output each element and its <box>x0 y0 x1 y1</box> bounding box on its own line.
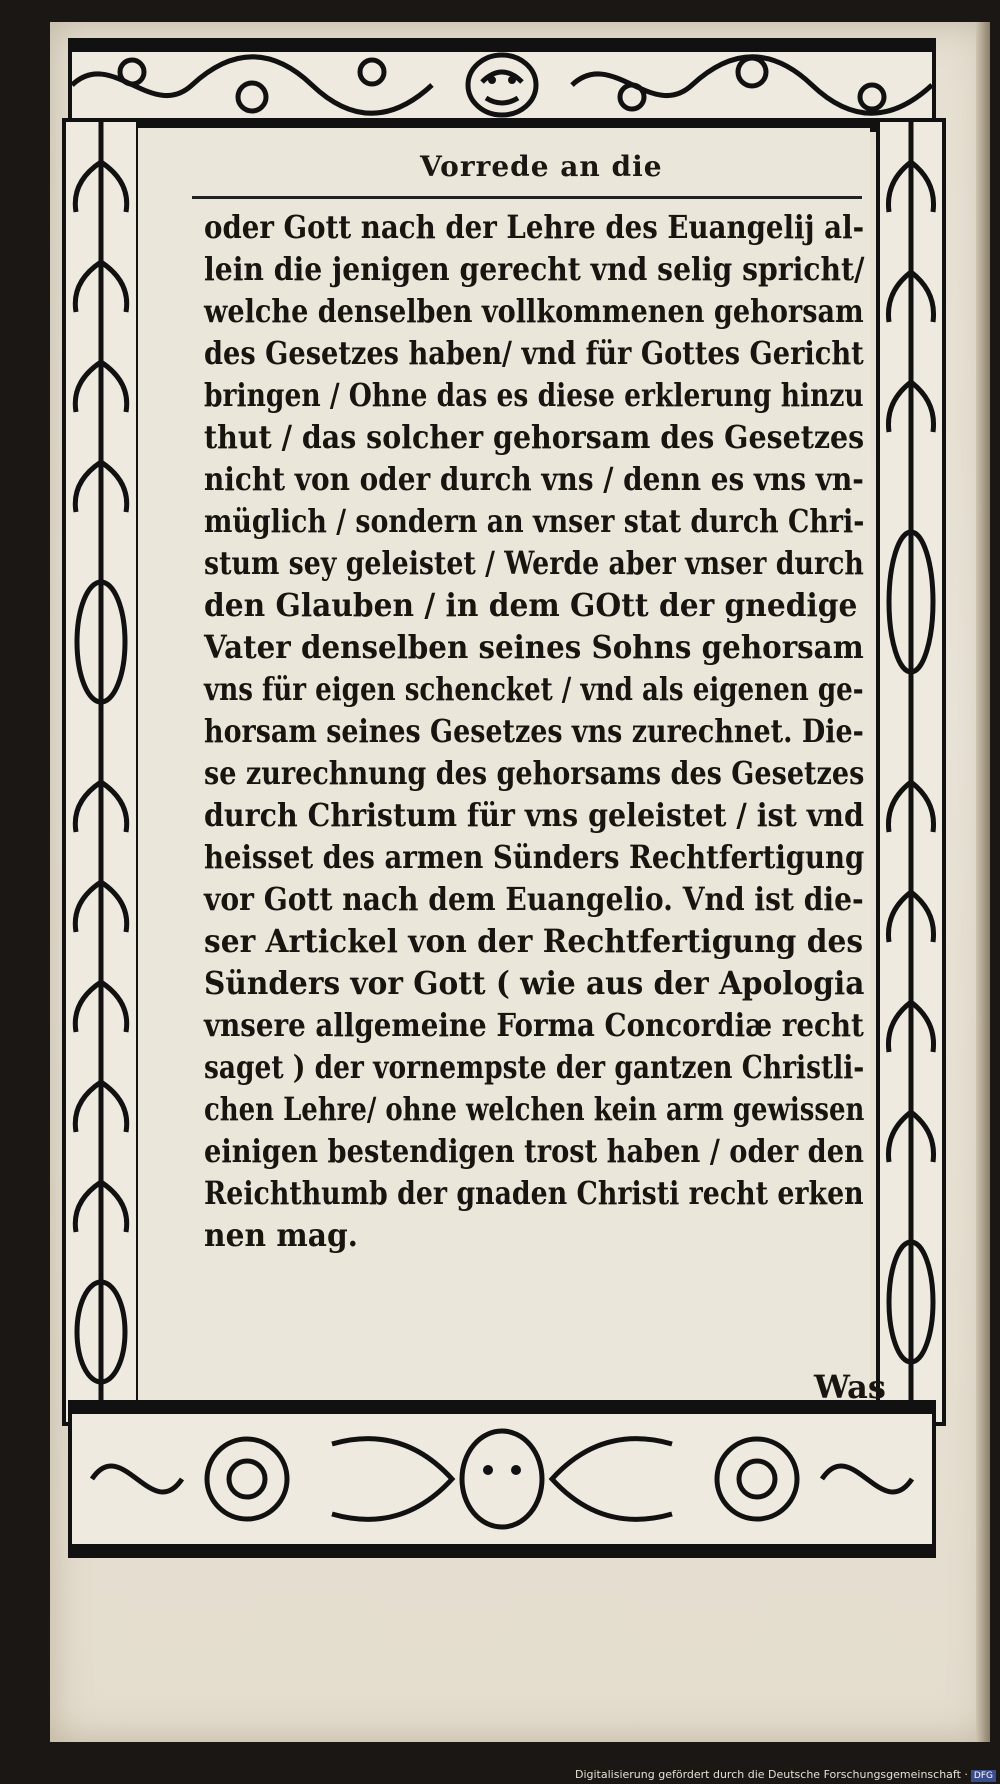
ornament-left-border <box>62 118 140 1426</box>
text-line: oder Gott nach der Lehre des Euangelij al- <box>204 208 865 246</box>
ornament-top-pattern <box>72 42 932 128</box>
ornament-left-pattern <box>66 122 136 1422</box>
ornament-bottom-pattern <box>72 1404 932 1554</box>
catchword: Was <box>814 1368 886 1406</box>
text-line: durch Christum für vns geleistet / ist vnd <box>204 796 864 834</box>
text-line: se zurechnung des gehorsams des Gesetzes <box>204 754 865 792</box>
text-line: heisset des armen Sünders Rechtfertigung <box>204 838 865 876</box>
body-text <box>204 206 916 1256</box>
text-line: müglich / sondern an vnser stat durch Chri- <box>204 502 865 540</box>
text-line: stum sey geleistet / Werde aber vnser durch <box>204 544 864 582</box>
footer-text: Digitalisierung gefördert durch die Deutsche Forschungsgemeinschaft · <box>574 1768 968 1781</box>
text-line: vnsere allgemeine Forma Concordiæ recht <box>204 1006 864 1044</box>
text-line: Reichthumb der gnaden Christi recht erken <box>204 1174 864 1212</box>
text-line: ser Artickel von der Rechtfertigung des <box>204 922 864 960</box>
text-line: bringen / Ohne das es diese erklerung hinzu <box>204 376 864 414</box>
dfg-logo: DFG <box>971 1770 996 1782</box>
text-line: vns für eigen schencket / vnd als eigenen ge- <box>204 670 864 708</box>
text-line: einigen bestendigen trost haben / oder den <box>204 1132 864 1170</box>
text-line: den Glauben / in dem GOtt der gnedige <box>204 586 858 624</box>
text-line: horsam seines Gesetzes vns zurechnet. Die- <box>204 712 864 750</box>
text-line: nicht von oder durch vns / denn es vns vn- <box>204 460 864 498</box>
text-line: des Gesetzes haben/ vnd für Gottes Gericht <box>204 334 864 372</box>
ornament-top-border <box>68 38 936 132</box>
header-rule <box>192 196 862 199</box>
page-edge <box>976 22 990 1742</box>
digitization-footer <box>575 1768 996 1782</box>
text-line: welche denselben vollkommenen gehorsam <box>204 292 864 330</box>
text-line: lein die jenigen gerecht vnd selig spricht/ <box>204 250 865 288</box>
running-head: Vorrede an die <box>420 150 663 183</box>
text-line: nen mag. <box>204 1216 359 1254</box>
text-line: saget ) der vornempste der gantzen Christli- <box>204 1048 865 1086</box>
text-line: thut / das solcher gehorsam des Gesetzes <box>204 418 865 456</box>
text-line: Sünders vor Gott ( wie aus der Apologia <box>204 964 865 1002</box>
text-line: Vater denselben seines Sohns gehorsam <box>204 628 864 666</box>
text-line: vor Gott nach dem Euangelio. Vnd ist die- <box>204 880 864 918</box>
ornament-bottom-border <box>68 1400 936 1558</box>
text-line: chen Lehre/ ohne welchen kein arm gewissen <box>204 1090 865 1128</box>
